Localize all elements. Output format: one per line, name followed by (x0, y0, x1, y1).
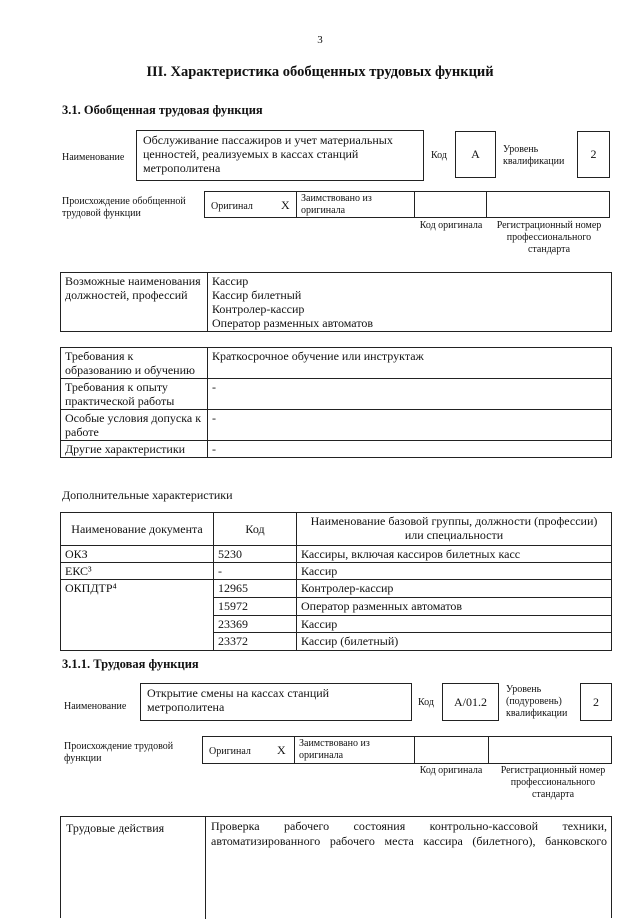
positions-list (208, 273, 612, 332)
tf-name-value: Открытие смены на кассах станций метрополитена (140, 683, 412, 721)
tf-reg-num-label: Регистрационный номер профессионального стандарта (500, 765, 606, 800)
gtf-origin-box (204, 191, 610, 218)
tf-original-mark: X (277, 743, 286, 757)
tf-borrowed-label: Заимствовано из оригинала (299, 738, 370, 761)
req-label: Особые условия допуска к работе (61, 410, 208, 441)
req-value: - (208, 410, 612, 441)
labor-actions-label: Трудовые действия (66, 821, 165, 835)
requirements-table (60, 347, 612, 458)
tf-code-value: А/01.2 (442, 683, 499, 721)
row-doc: ЕКС³ (61, 563, 214, 580)
tf-code-label: Код (418, 697, 434, 708)
gtf-level-value: 2 (577, 131, 610, 178)
labor-actions-table (60, 816, 612, 918)
position-item: Оператор разменных автоматов (212, 316, 374, 330)
col-name-header: Наименование базовой группы, должности (профессии) или специальности (297, 513, 612, 546)
req-label: Требования к опыту практической работы (61, 379, 208, 410)
tf-original-label: Оригинал (209, 746, 251, 757)
row-doc: ОКЗ (61, 546, 214, 563)
row-code: 23369 (214, 615, 297, 633)
positions-label: Возможные наименования должностей, профессий (61, 273, 208, 332)
tf-name-label: Наименование (64, 701, 127, 712)
table-header-row (61, 513, 612, 546)
row-code: 5230 (214, 546, 297, 563)
labor-actions-line1: Проверка рабочего состояния контрольно-кассовой техники, (211, 819, 607, 833)
gtf-borrowed-label: Заимствовано из оригинала (301, 193, 372, 216)
position-item: Кассир билетный (212, 288, 302, 302)
gtf-code-value: А (455, 131, 496, 178)
col-code-header: Код (214, 513, 297, 546)
row-code: 15972 (214, 597, 297, 615)
row-name: Кассир (билетный) (297, 633, 612, 651)
labor-actions-line2: автоматизированного рабочего места кассира (билетного), банковского (211, 834, 607, 848)
gtf-level-label: Уровень квалификации (503, 144, 565, 167)
req-value: Краткосрочное обучение или инструктаж (208, 348, 612, 379)
position-item: Контролер-кассир (212, 302, 305, 316)
table-row (61, 441, 612, 458)
gtf-code-label: Код (431, 150, 447, 161)
page-number: 3 (317, 34, 323, 46)
additional-table (60, 512, 612, 651)
position-item: Кассир (212, 274, 249, 288)
row-doc: ОКПДТР⁴ (61, 580, 214, 651)
gtf-origin-label: Происхождение обобщенной трудовой функции (62, 196, 186, 219)
table-row (61, 546, 612, 563)
req-label: Другие характеристики (61, 441, 208, 458)
table-row (61, 410, 612, 441)
additional-heading: Дополнительные характеристики (62, 488, 233, 502)
req-label: Требования к образованию и обучению (61, 348, 208, 379)
tf-level-value: 2 (580, 683, 612, 721)
positions-table (60, 272, 612, 332)
gtf-name-label: Наименование (62, 152, 125, 163)
row-name: Кассир (297, 615, 612, 633)
row-code: - (214, 563, 297, 580)
row-name: Кассиры, включая кассиров билетных касс (297, 546, 612, 563)
tf-level-label: Уровень (подуровень) квалификации (506, 684, 568, 719)
row-code: 23372 (214, 633, 297, 651)
row-name: Кассир (297, 563, 612, 580)
row-name: Оператор разменных автоматов (297, 597, 612, 615)
gtf-reg-num-label: Регистрационный номер профессионального стандарта (496, 220, 602, 255)
table-row (61, 563, 612, 580)
table-row (61, 580, 612, 598)
tf-origin-label: Происхождение трудовой функции (64, 741, 174, 764)
tf-heading: 3.1.1. Трудовая функция (62, 657, 199, 671)
row-code: 12965 (214, 580, 297, 598)
row-name: Контролер-кассир (297, 580, 612, 598)
table-row (61, 379, 612, 410)
section-title: III. Характеристика обобщенных трудовых функций (146, 64, 494, 80)
gtf-original-mark: X (281, 198, 290, 212)
gtf-code-orig-label: Код оригинала (419, 220, 483, 231)
col-doc-header: Наименование документа (61, 513, 214, 546)
gtf-name-value: Обслуживание пассажиров и учет материальных ценностей, реализуемых в кассах станций метрополитена (136, 130, 424, 181)
req-value: - (208, 441, 612, 458)
tf-origin-box (202, 736, 612, 764)
gtf-original-label: Оригинал (211, 201, 253, 212)
gtf-heading: 3.1. Обобщенная трудовая функция (62, 103, 263, 117)
tf-code-orig-label: Код оригинала (419, 765, 483, 776)
table-row (61, 348, 612, 379)
req-value: - (208, 379, 612, 410)
